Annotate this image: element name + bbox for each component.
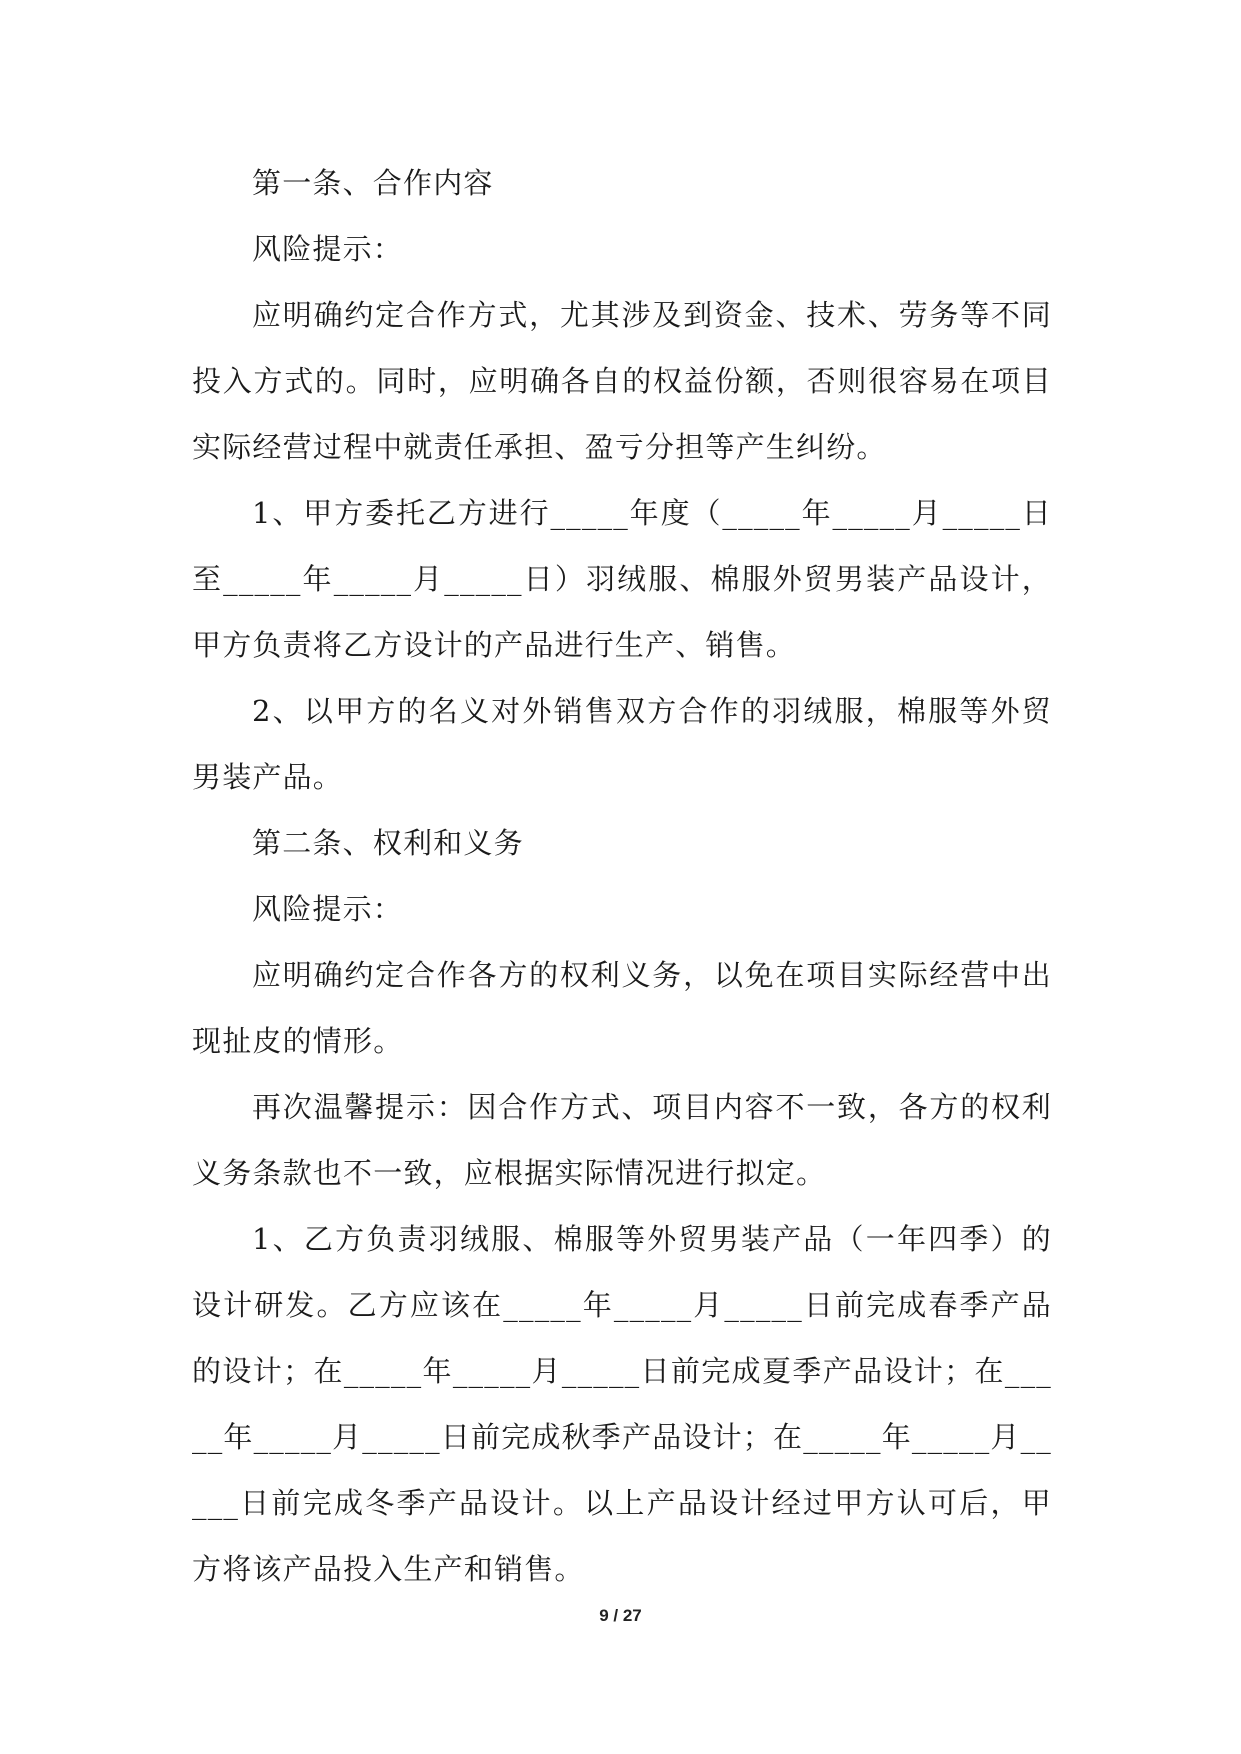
article-1-heading: 第一条、合作内容 bbox=[252, 166, 494, 200]
page-number: 9 / 27 bbox=[599, 1606, 642, 1625]
risk-notice-label: 风险提示： bbox=[252, 892, 404, 926]
article-2-heading: 第二条、权利和义务 bbox=[252, 826, 524, 860]
risk-notice-text: 应明确约定合作方式，尤其涉及到资金、技术、劳务等不同投入方式的。同时，应明确各自的权益份额，否则很容易在项目实际经营过程中就责任承担、盈亏分担等产生纠纷。 bbox=[192, 298, 1052, 464]
clause-1-1: 1、甲方委托乙方进行_____年度（_____年_____月_____日至_____年_____月_____日）羽绒服、棉服外贸男装产品设计，甲方负责将乙方设计的产品进行生产、销售。 bbox=[192, 496, 1052, 662]
risk-notice-label: 风险提示： bbox=[252, 232, 404, 266]
reminder-text: 再次温馨提示：因合作方式、项目内容不一致，各方的权利义务条款也不一致，应根据实际情况进行拟定。 bbox=[192, 1090, 1052, 1190]
clause-2-1: 1、乙方负责羽绒服、棉服等外贸男装产品（一年四季）的设计研发。乙方应该在_____年_____月_____日前完成春季产品的设计；在_____年_____月_____日前完成夏季产品设计；在_____年_____月_____日前完成秋季产品设计；在_____年_____月_____日前完成冬季产品设计。以上产品设计经过甲方认可后，甲方将该产品投入生产和销售。 bbox=[192, 1222, 1053, 1586]
risk-notice-text: 应明确约定合作各方的权利义务，以免在项目实际经营中出现扯皮的情形。 bbox=[192, 958, 1052, 1058]
document-body bbox=[192, 150, 1052, 1602]
clause-1-2: 2、以甲方的名义对外销售双方合作的羽绒服，棉服等外贸男装产品。 bbox=[192, 694, 1052, 794]
